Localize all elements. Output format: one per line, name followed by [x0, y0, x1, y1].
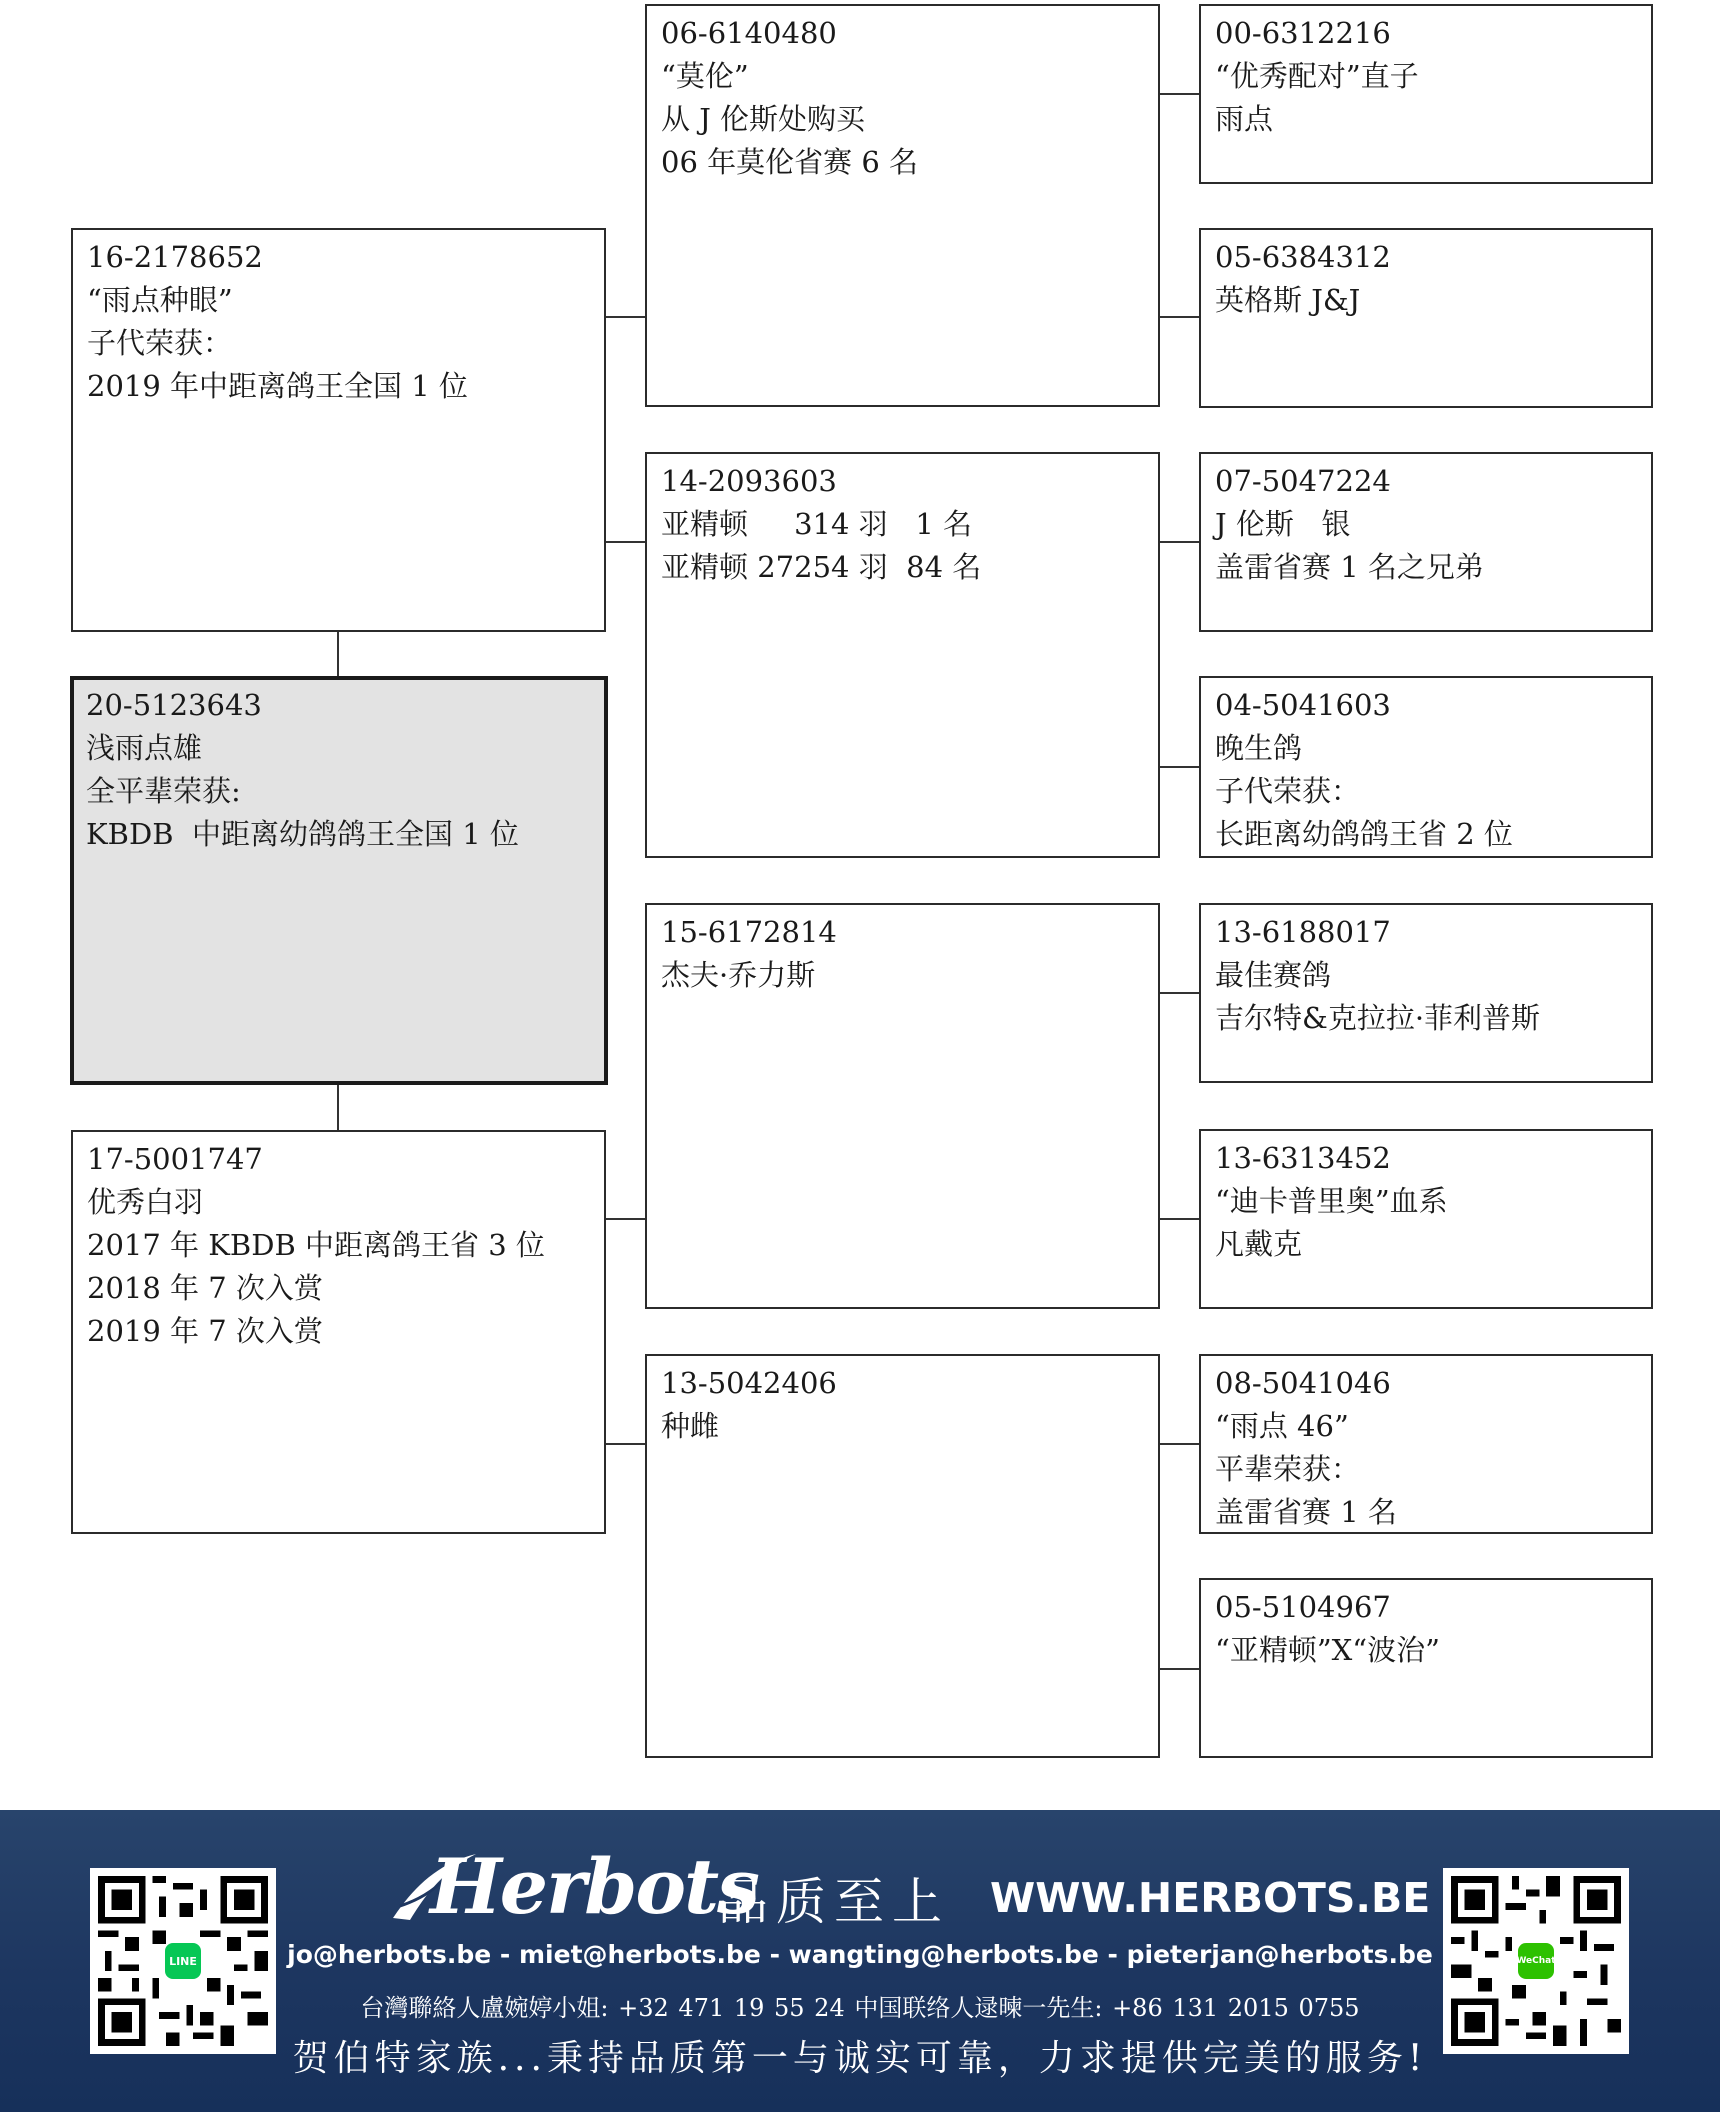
box-text: 从 J 伦斯处购买: [661, 102, 866, 136]
box-text: 2017 年 KBDB 中距离鸽王省 3 位: [87, 1228, 545, 1262]
pedigree-box-g3-6: [1199, 1129, 1653, 1309]
pedigree-box-dam-sire: [645, 903, 1160, 1309]
connector: [1159, 316, 1201, 318]
wechat-qr-code[interactable]: [1443, 1868, 1629, 2054]
ring-number: 05-5104967: [1215, 1590, 1391, 1624]
box-text: 凡戴克: [1215, 1227, 1303, 1261]
box-text: 子代荣获：: [87, 326, 233, 360]
connector: [337, 1082, 339, 1132]
connector: [1159, 766, 1201, 768]
box-text: “亚精顿”X“波治”: [1215, 1633, 1440, 1667]
ring-number: 17-5001747: [87, 1142, 263, 1176]
box-text: 2019 年中距离鸽王全国 1 位: [87, 369, 468, 403]
contact-phones: 台灣聯絡人盧婉婷小姐: +32 471 19 55 24 中国联络人逯暕一先生: +86 131 2015 0755: [360, 1994, 1360, 2022]
ring-number: 20-5123643: [86, 688, 262, 722]
ring-number: 16-2178652: [87, 240, 263, 274]
ring-number: 13-6313452: [1215, 1141, 1391, 1175]
pedigree-box-g3-8: [1199, 1578, 1653, 1758]
box-text: 优秀白羽: [87, 1185, 204, 1219]
pedigree-box-g3-3: [1199, 452, 1653, 632]
connector: [605, 316, 647, 318]
pedigree-box-dam: [71, 1130, 606, 1534]
box-text: 亚精顿 314 羽 1 名: [661, 507, 972, 541]
box-text: 平辈荣获：: [1215, 1452, 1361, 1486]
box-text: 子代荣获：: [1215, 774, 1361, 808]
ring-number: 13-5042406: [661, 1366, 837, 1400]
connector: [605, 1218, 647, 1220]
slogan: 品质至上: [718, 1873, 950, 1931]
ring-number: 08-5041046: [1215, 1366, 1391, 1400]
pedigree-box-dam-dam: [645, 1354, 1160, 1758]
connector: [1159, 992, 1201, 994]
box-text: 浅雨点雄: [86, 731, 203, 765]
ring-number: 13-6188017: [1215, 915, 1391, 949]
pedigree-box-g3-2: [1199, 228, 1653, 408]
pedigree-box-g3-1: [1199, 4, 1653, 184]
email-list[interactable]: jo@herbots.be - miet@herbots.be - wangting@herbots.be - pieterjan@herbots.be: [287, 1940, 1433, 1969]
connector: [1159, 1218, 1201, 1220]
ring-number: 06-6140480: [661, 16, 837, 50]
pedigree-box-subject: [70, 676, 608, 1085]
box-text: “优秀配对”直子: [1215, 59, 1419, 93]
box-text: “迪卡普里奥”血系: [1215, 1184, 1448, 1218]
box-text: 最佳赛鸽: [1215, 958, 1332, 992]
ring-number: 07-5047224: [1215, 464, 1391, 498]
box-text: 盖雷省赛 1 名之兄弟: [1215, 550, 1484, 584]
box-text: J 伦斯 银: [1215, 507, 1351, 541]
brand-logo[interactable]: Herbots: [430, 1842, 758, 1931]
pedigree-box-sire-sire: [645, 4, 1160, 407]
box-text: 种雌: [661, 1409, 720, 1443]
box-text: “雨点种眼”: [87, 283, 233, 317]
connector: [1159, 1668, 1201, 1670]
ring-number: 15-6172814: [661, 915, 837, 949]
line-icon: LINE: [165, 1943, 201, 1979]
connector: [1159, 93, 1201, 95]
motto: 贺伯特家族...秉持品质第一与诚实可靠，力求提供完美的服务!: [292, 2038, 1428, 2079]
ring-number: 05-6384312: [1215, 240, 1391, 274]
box-text: 英格斯 J&J: [1215, 283, 1361, 317]
box-text: 长距离幼鸽鸽王省 2 位: [1215, 817, 1513, 851]
box-text: “雨点 46”: [1215, 1409, 1349, 1443]
box-text: 亚精顿 27254 羽 84 名: [661, 550, 982, 584]
pedigree-box-g3-4: [1199, 676, 1653, 858]
box-text: 雨点: [1215, 102, 1274, 136]
connector: [1159, 541, 1201, 543]
connector: [337, 630, 339, 676]
box-text: 吉尔特&克拉拉·菲利普斯: [1215, 1001, 1541, 1035]
ring-number: 00-6312216: [1215, 16, 1391, 50]
box-text: “莫伦”: [661, 59, 749, 93]
footer-banner: [0, 1810, 1720, 2112]
box-text: KBDB 中距离幼鸽鸽王全国 1 位: [86, 817, 519, 851]
box-text: 2018 年 7 次入赏: [87, 1271, 323, 1305]
wechat-icon: WeChat: [1518, 1943, 1554, 1979]
website-link[interactable]: WWW.HERBOTS.BE: [990, 1874, 1431, 1922]
box-text: 2019 年 7 次入赏: [87, 1314, 323, 1348]
box-text: 杰夫·乔力斯: [661, 958, 816, 992]
pedigree-box-g3-5: [1199, 903, 1653, 1083]
connector: [605, 1443, 647, 1445]
ring-number: 14-2093603: [661, 464, 837, 498]
brand-row: [400, 1842, 1431, 1938]
box-text: 06 年莫伦省赛 6 名: [661, 145, 919, 179]
ring-number: 04-5041603: [1215, 688, 1391, 722]
pedigree-box-sire-dam: [645, 452, 1160, 858]
connector: [605, 541, 647, 543]
box-text: 晚生鸽: [1215, 731, 1303, 765]
box-text: 盖雷省赛 1 名: [1215, 1495, 1397, 1529]
box-text: 全平辈荣获:: [86, 774, 241, 808]
connector: [1159, 1443, 1201, 1445]
pedigree-box-sire: [71, 228, 606, 632]
pedigree-box-g3-7: [1199, 1354, 1653, 1534]
